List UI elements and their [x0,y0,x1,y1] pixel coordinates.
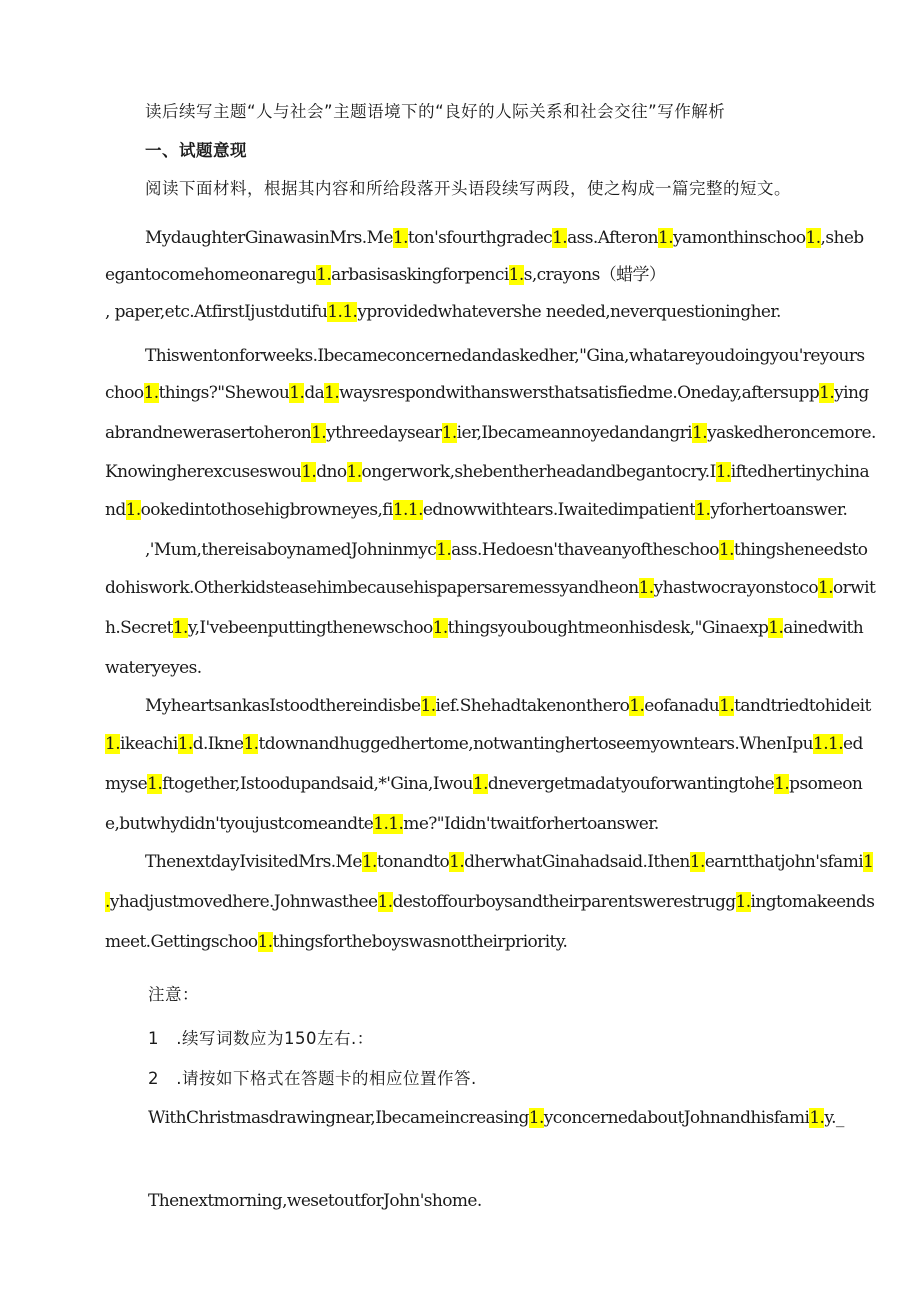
text-run: ton'sfourthgradec [407,228,553,248]
story-line [105,499,848,521]
highlight-mark: 1. [243,734,259,754]
text-run: wateryeyes. [105,658,202,678]
highlight-mark: 1. [719,696,735,716]
text-run: ,'Mum,thereisaboynamedJohninmyc [145,540,437,560]
highlight-mark: 1. [689,852,705,872]
highlight-mark: 1. [105,734,121,754]
text-run: h.Secret [105,618,173,638]
highlight-mark: 1. [809,1108,825,1128]
text-run: yaskedheroncemore. [707,423,876,443]
text-run: thingsfortheboyswasnottheirpriority. [272,932,568,952]
story-line [145,851,874,873]
text-run: ongerwork,shebentherheadandbegantocry.I [361,462,716,482]
highlight-mark: 1. [768,618,784,638]
highlight-mark: 1. [819,383,835,403]
highlight-mark: 1. [172,618,188,638]
highlight-mark: 1. [472,774,488,794]
text-run: dohiswork.Otherkidsteasehimbecausehispapersaremessyandheon [105,578,639,598]
highlight-mark: 1. [692,423,708,443]
highlight-mark: 1. [552,228,568,248]
text-run: eofanadu [644,696,720,716]
text-run: meet.Gettingschoo [105,932,258,952]
text-run: me?"Ididn'twaitforhertoanswer. [403,814,659,834]
text-run: egantocomehomeonaregu [105,265,317,285]
story-line [105,422,876,444]
text-run: , paper,etc.AtfirstIjustdutifu [105,302,328,322]
highlight-mark: 1. [436,540,452,560]
story-line [145,695,871,717]
text-run: ief.Shehadtakenonthero [435,696,630,716]
story-line [105,931,805,953]
text-run: psomeon [789,774,863,794]
highlight-mark: 1. [346,462,362,482]
text-run: da [304,383,325,403]
highlight-mark: 1. [177,734,193,754]
highlight-mark: 1. [147,774,163,794]
text-run: ed [843,734,863,754]
text-run: ier,Ibecameannoyedandangri [456,423,693,443]
story-line [145,539,868,561]
highlight-mark: 1.1. [327,302,358,322]
story-line [105,733,863,755]
text-run: orwit [833,578,876,598]
text-run: dnevergetmadatyouforwantingtohe [487,774,775,794]
highlight-mark: 1. [695,500,711,520]
text-run: Thiswentonforweeks.Ibecameconcernedandaskedher,"Gina,whatareyoudoingyou'reyours [145,346,865,366]
highlight-mark: 1. [377,892,393,912]
story-line [105,813,805,835]
highlight-mark: 1. [718,540,734,560]
highlight-mark: 1. [805,228,821,248]
text-run: arbasisaskingforpenci [331,265,509,285]
story-line [145,345,865,367]
section-heading: 一、试题意现 [145,141,247,160]
highlight-mark: 1. [638,578,654,598]
text-run: ingtomakeends [750,892,875,912]
story-line [105,382,869,404]
highlight-mark: 1. [629,696,645,716]
highlight-mark: 1. [449,852,465,872]
text-run: y,I'vebeenputtingthenewschoo [187,618,433,638]
text-run: ass.Afteron [567,228,658,248]
text-run: myse [105,774,148,794]
text-run: MyheartsankasIstoodthereindisbe [145,696,421,716]
note-text: .请按如下格式在答题卡的相应位置作答. [176,1069,477,1088]
highlight-mark: 1. [311,423,327,443]
text-run: destoffourboysandtheirparentswerestrugg [392,892,736,912]
highlight-mark: 1. [324,383,340,403]
text-run: ednowwithtears.Iwaitedimpatient [422,500,696,520]
highlight-mark: 1. [125,500,141,520]
text-run: things?"Shewou [158,383,290,403]
continuation-prompt-1 [148,1107,848,1129]
story-line [105,773,863,795]
highlight-mark: 1.1. [813,734,844,754]
text-run: s,crayons（蜡学） [523,265,666,285]
highlight-mark: 1. [392,228,408,248]
text-run: thingsheneedsto [733,540,868,560]
highlight-mark: 1. [658,228,674,248]
highlight-mark: 1. [301,462,317,482]
highlight-mark: 1. [143,383,159,403]
highlight-mark: 1. [817,578,834,598]
text-run: earntthatjohn'sfami [704,852,864,872]
text-run: dno [316,462,347,482]
text-run: tdownandhuggedhertome,notwantinghertoseemyowntears.WhenIpu [258,734,813,754]
story-line [105,264,805,286]
text-run: ying [834,383,869,403]
story-line [105,617,864,639]
text-run: e,butwhydidn'tyoujustcomeandte [105,814,374,834]
note-number: 2 [148,1069,159,1088]
note-number: 1 [148,1029,159,1048]
text-run: yconcernedaboutJohnandhisfami [543,1108,810,1128]
highlight-mark: 1 [863,852,874,872]
text-run: thingsyouboughtmeonhisdesk,"Ginaexp [447,618,769,638]
text-run: iftedhertinychina [730,462,869,482]
text-run: WithChristmasdrawingnear,Ibecameincreasing [148,1108,529,1128]
text-run: yamonthinschoo [673,228,806,248]
text-run: y._ [824,1108,844,1128]
text-run: yhastwocrayonstoco [653,578,818,598]
text-run: MydaughterGinawasinMrs.Me [145,228,393,248]
story-line [105,891,875,913]
note-text: .续写词数应为150左右.： [176,1029,374,1048]
highlight-mark: 1. [289,383,305,403]
text-run: tonandto [376,852,450,872]
text-run: tandtriedtohideit [734,696,871,716]
text-run: ftogether,Istoodupandsaid,*'Gina,Iwou [162,774,473,794]
text-run: dherwhatGinahadsaid.Ithen [464,852,690,872]
instruction-text: 阅读下面材料，根据其内容和所给段落开头语段续写两段，使之构成一篇完整的短文。 [145,179,791,198]
text-run: ,sheb [820,228,864,248]
highlight-mark: 1. [508,265,524,285]
document-title: 读后续写主题“人与社会”主题语境下的“良好的人际关系和社会交往”写作解析 [145,102,726,121]
continuation-prompt-2: Thenextmorning,wesetoutforJohn'shome. [148,1191,482,1211]
note-item-1 [148,1028,848,1050]
highlight-mark: 1. [528,1108,544,1128]
text-run: yforhertoanswer. [710,500,848,520]
text-run: Knowingherexcuseswou [105,462,302,482]
note-item-2 [148,1068,848,1090]
highlight-mark: 1. [361,852,377,872]
text-run: d.Ikne [192,734,244,754]
text-run: yprovidedwhatevershe needed,neverquestioningher. [357,302,781,322]
text-run: ythreedaysear [326,423,442,443]
text-run: abrandnewerasertoheron [105,423,312,443]
highlight-mark: 1. [420,696,436,716]
text-run: choo [105,383,144,403]
highlight-mark: 1.1. [392,500,423,520]
text-run: ThenextdayIvisitedMrs.Me [145,852,362,872]
highlight-mark: 1. [715,462,731,482]
story-line [105,461,869,483]
text-run: ass.Hedoesn'thaveanyoftheschoo [451,540,719,560]
highlight-mark: 1.1. [373,814,404,834]
text-run: waysrespondwithanswersthatsatisfiedme.Oneday,aftersupp [339,383,820,403]
highlight-mark: 1. [257,932,273,952]
text-run: nd [105,500,126,520]
text-run: ikeachi [120,734,178,754]
highlight-mark: 1. [774,774,790,794]
story-line [105,301,805,323]
highlight-mark: 1. [735,892,751,912]
highlight-mark: 1. [441,423,457,443]
notes-label: 注意： [148,985,199,1004]
text-run: ookedintothosehigbrowneyes,fi [140,500,393,520]
text-run: ainedwith [783,618,864,638]
story-line [105,657,805,679]
highlight-mark: 1. [432,618,448,638]
story-line [145,227,864,249]
story-line [105,577,876,599]
highlight-mark: . [105,892,110,912]
text-run: yhadjustmovedhere.Johnwasthee [109,892,378,912]
highlight-mark: 1. [316,265,332,285]
